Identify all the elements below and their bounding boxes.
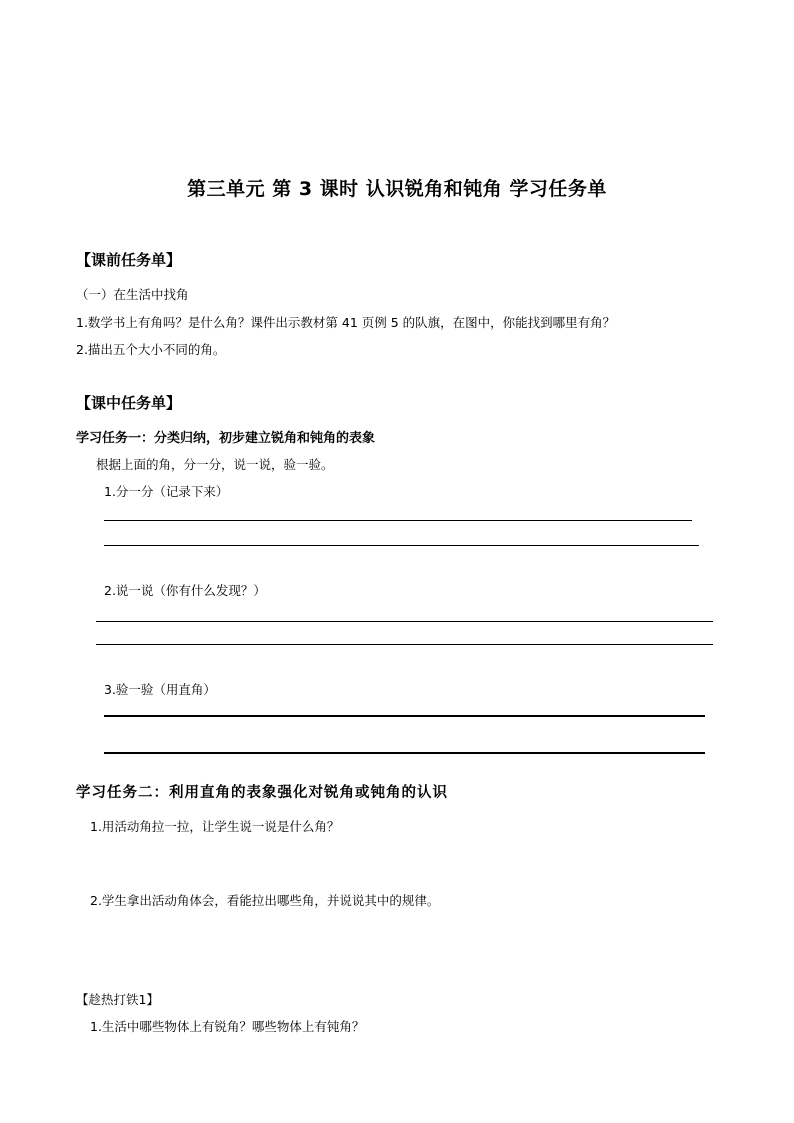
task1-step2: 2.说一说（你有什么发现？）	[104, 583, 266, 598]
task2-heading: 学习任务二：利用直角的表象强化对锐角或钝角的认识	[76, 784, 448, 801]
pre-class-heading: 【课前任务单】	[76, 251, 182, 269]
task2-item-2: 2.学生拿出活动角体会，看能拉出哪些角，并说说其中的规律。	[90, 893, 440, 908]
pre-class-item-1: 1.数学书上有角吗？是什么角？课件出示教材第 41 页例 5 的队旗，在图中，你能找到哪里有角？	[76, 315, 616, 330]
practice-item-1: 1.生活中哪些物体上有锐角？哪些物体上有钝角？	[90, 1019, 365, 1034]
pre-class-subheading: （一）在生活中找角	[76, 287, 189, 302]
page-title: 第三单元 第 3 课时 认识锐角和钝角 学习任务单	[187, 178, 607, 200]
in-class-heading: 【课中任务单】	[76, 394, 182, 412]
answer-line[interactable]	[104, 520, 692, 521]
task1-step3: 3.验一验（用直角）	[104, 682, 216, 697]
task1-heading: 学习任务一：分类归纳，初步建立锐角和钝角的表象	[76, 431, 376, 446]
pre-class-item-2: 2.描出五个大小不同的角。	[76, 342, 226, 357]
answer-line[interactable]	[96, 621, 713, 622]
task1-intro: 根据上面的角，分一分，说一说，验一验。	[96, 457, 334, 472]
task1-step1: 1.分一分（记录下来）	[104, 484, 229, 499]
practice-heading: 【趁热打铁1】	[76, 992, 159, 1007]
answer-line[interactable]	[104, 752, 705, 754]
task2-item-1: 1.用活动角拉一拉，让学生说一说是什么角？	[90, 819, 340, 834]
answer-line[interactable]	[104, 545, 699, 546]
answer-line[interactable]	[104, 715, 705, 717]
answer-line[interactable]	[96, 644, 713, 645]
